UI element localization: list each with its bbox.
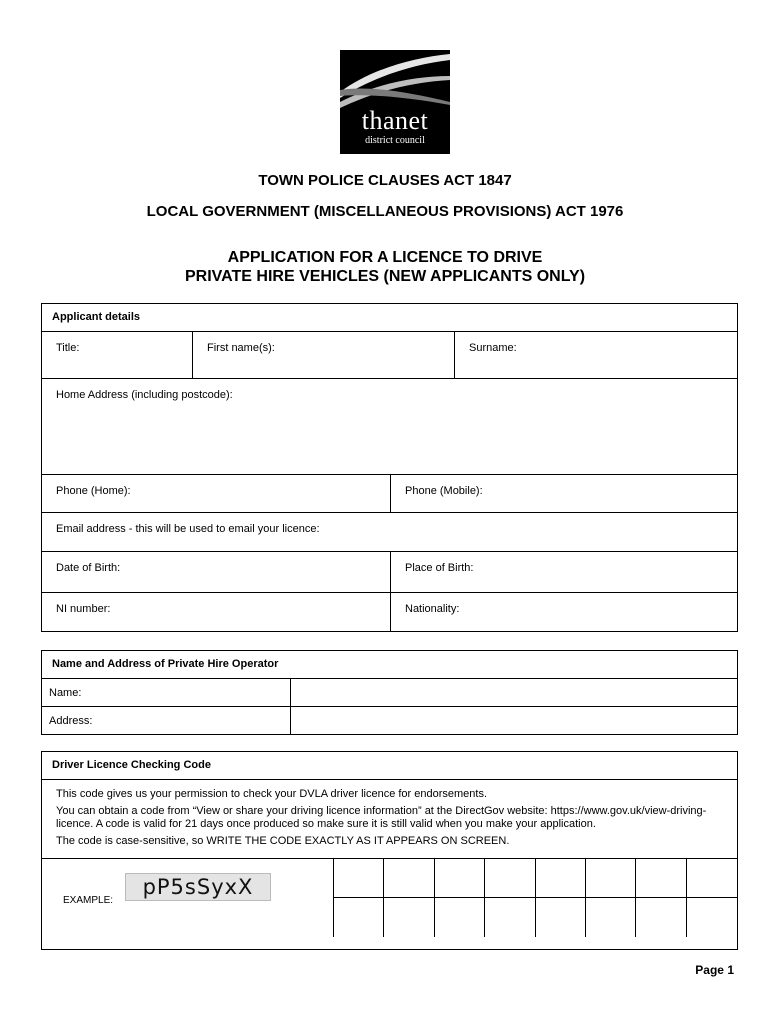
code-entry-area [42,859,737,937]
logo-name: thanet [361,106,429,135]
code-box[interactable] [536,898,586,937]
operator-address-row [42,707,737,735]
phone-row [42,475,737,513]
example-label: EXAMPLE: [63,895,114,906]
operator-name-label: Name: [42,679,291,706]
first-name-label: First name(s): [207,342,275,354]
code-box[interactable] [636,898,686,937]
code-character-boxes [334,859,737,937]
operator-address-field[interactable] [291,707,737,735]
name-row [42,332,737,379]
code-box[interactable] [435,859,485,898]
date-of-birth-label: Date of Birth: [56,562,121,574]
applicant-details-title: Applicant details [42,304,737,332]
code-box[interactable] [485,898,535,937]
code-box[interactable] [636,859,686,898]
ni-row [42,593,737,631]
form-title-line-1: APPLICATION FOR A LICENCE TO DRIVE [227,249,543,266]
operator-address-label: Address: [42,707,291,735]
nationality-field[interactable] [391,593,737,631]
email-row [42,513,737,552]
instruction-permission: This code gives us your permission to check your DVLA driver licence for endorsements. [56,788,488,800]
form-title-line-2: PRIVATE HIRE VEHICLES (NEW APPLICANTS ONLY) [184,268,586,285]
home-address-field[interactable] [42,379,737,474]
operator-section-title: Name and Address of Private Hire Operator [42,651,737,679]
place-of-birth-field[interactable] [391,552,737,592]
code-box[interactable] [586,859,636,898]
driver-licence-title: Driver Licence Checking Code [42,752,737,780]
instruction-obtain-code: You can obtain a code from “View or share your driving licence information” at the DirectGov website: https://www.gov.uk/view-driving-licence. A code is valid for 21 days once produced so make sure it is still valid when you make your application. [56,805,707,830]
logo-subtitle: district council [365,135,425,146]
code-box[interactable] [334,859,384,898]
surname-field[interactable] [455,332,737,378]
code-box[interactable] [536,859,586,898]
nationality-label: Nationality: [405,603,460,615]
title-label: Title: [56,342,80,354]
code-box[interactable] [485,859,535,898]
phone-mobile-field[interactable] [391,475,737,512]
example-area [42,859,334,937]
act-heading-2: LOCAL GOVERNMENT (MISCELLANEOUS PROVISIONS) ACT 1976 [146,203,624,220]
code-box[interactable] [334,898,384,937]
council-logo [340,50,450,154]
home-address-label: Home Address (including postcode): [56,389,233,401]
act-heading-1: TOWN POLICE CLAUSES ACT 1847 [258,172,512,189]
email-field[interactable] [42,513,737,551]
phone-home-field[interactable] [42,475,391,512]
operator-section [41,650,738,735]
driver-licence-instructions [42,780,737,859]
first-name-field[interactable] [193,332,455,378]
ni-number-label: NI number: [56,603,111,615]
birth-row [42,552,737,593]
address-row [42,379,737,475]
code-box[interactable] [384,859,434,898]
phone-home-label: Phone (Home): [56,485,131,497]
date-of-birth-field[interactable] [42,552,391,592]
driver-licence-section [41,751,738,950]
code-box[interactable] [586,898,636,937]
operator-name-field[interactable] [291,679,737,706]
place-of-birth-label: Place of Birth: [405,562,474,574]
title-field[interactable] [42,332,193,378]
phone-mobile-label: Phone (Mobile): [405,485,483,497]
page-number: Page 1 [695,963,734,977]
code-box[interactable] [384,898,434,937]
applicant-details-section [41,303,738,632]
instruction-case-sensitive: The code is case-sensitive, so WRITE THE CODE EXACTLY AS IT APPEARS ON SCREEN. [56,835,510,847]
code-box[interactable] [687,859,737,898]
operator-name-row [42,679,737,707]
email-label: Email address - this will be used to email your licence: [56,523,320,535]
code-box[interactable] [435,898,485,937]
example-code-image: pP5sSyxX [125,873,271,901]
surname-label: Surname: [469,342,517,354]
ni-number-field[interactable] [42,593,391,631]
code-box[interactable] [687,898,737,937]
